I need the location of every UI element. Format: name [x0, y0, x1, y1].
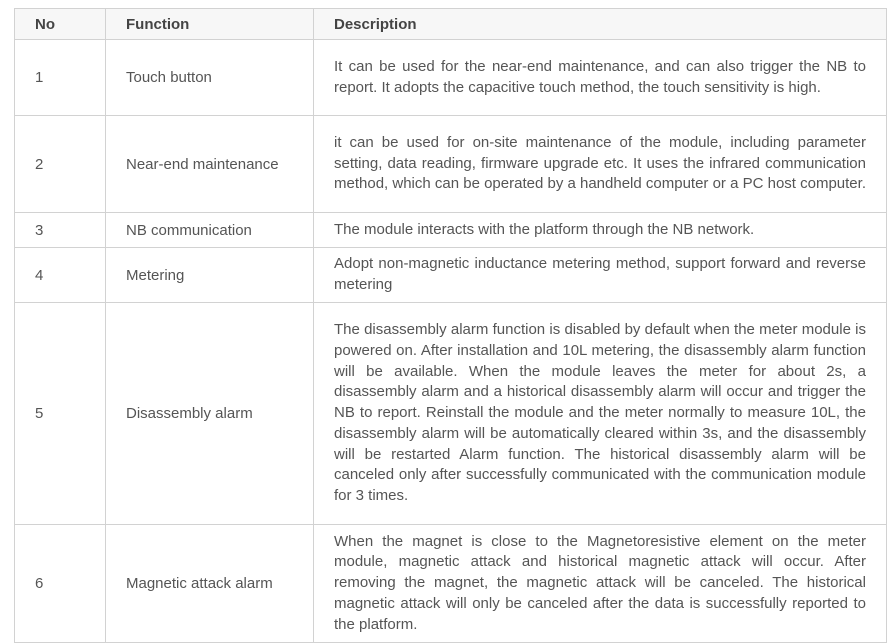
header-description: Description [314, 9, 887, 40]
row-no: 5 [15, 303, 106, 525]
table-row [15, 248, 887, 303]
row-function: Magnetic attack alarm [106, 525, 314, 643]
row-description: it can be used for on-site maintenance of the module, including parameter setting, data reading, firmware upgrade etc. It uses the infrared communication method, which can be operated by a handheld computer or a PC host computer. [314, 116, 887, 213]
row-no: 3 [15, 213, 106, 248]
header-no: No [15, 9, 106, 40]
row-function: Touch button [106, 40, 314, 116]
table-row [15, 525, 887, 643]
header-function: Function [106, 9, 314, 40]
row-no: 2 [15, 116, 106, 213]
function-table [14, 8, 887, 643]
row-no: 4 [15, 248, 106, 303]
row-function: Near-end maintenance [106, 116, 314, 213]
row-function: Disassembly alarm [106, 303, 314, 525]
table-row [15, 40, 887, 116]
row-no: 1 [15, 40, 106, 116]
row-description: The module interacts with the platform through the NB network. [314, 213, 887, 248]
row-no: 6 [15, 525, 106, 643]
table-row [15, 303, 887, 525]
row-function: Metering [106, 248, 314, 303]
table-row [15, 213, 887, 248]
row-description: It can be used for the near-end maintenance, and can also trigger the NB to report. It adopts the capacitive touch method, the touch sensitivity is high. [314, 40, 887, 116]
row-description: When the magnet is close to the Magnetoresistive element on the meter module, magnetic attack and historical magnetic attack will occur. After removing the magnet, the magnetic attack will be canceled. The historical magnetic attack will only be canceled after the data is successfully reported to the platform. [314, 525, 887, 643]
row-description: Adopt non-magnetic inductance metering method, support forward and reverse metering [314, 248, 887, 303]
row-description: The disassembly alarm function is disabled by default when the meter module is powered on. After installation and 10L metering, the disassembly alarm function will be available. When the module leaves the meter for about 2s, a disassembly alarm and a historical disassembly alarm will occur and trigger the NB to report. Reinstall the module and the meter normally to measure 10L, the disassembly alarm will be automatically cleared within 3s, and the disassembly will be restarted Alarm function. The historical disassembly alarm will be canceled only after successfully communicated with the communication module for 3 times. [314, 303, 887, 525]
table-row [15, 116, 887, 213]
table-header-row [15, 9, 887, 40]
row-function: NB communication [106, 213, 314, 248]
